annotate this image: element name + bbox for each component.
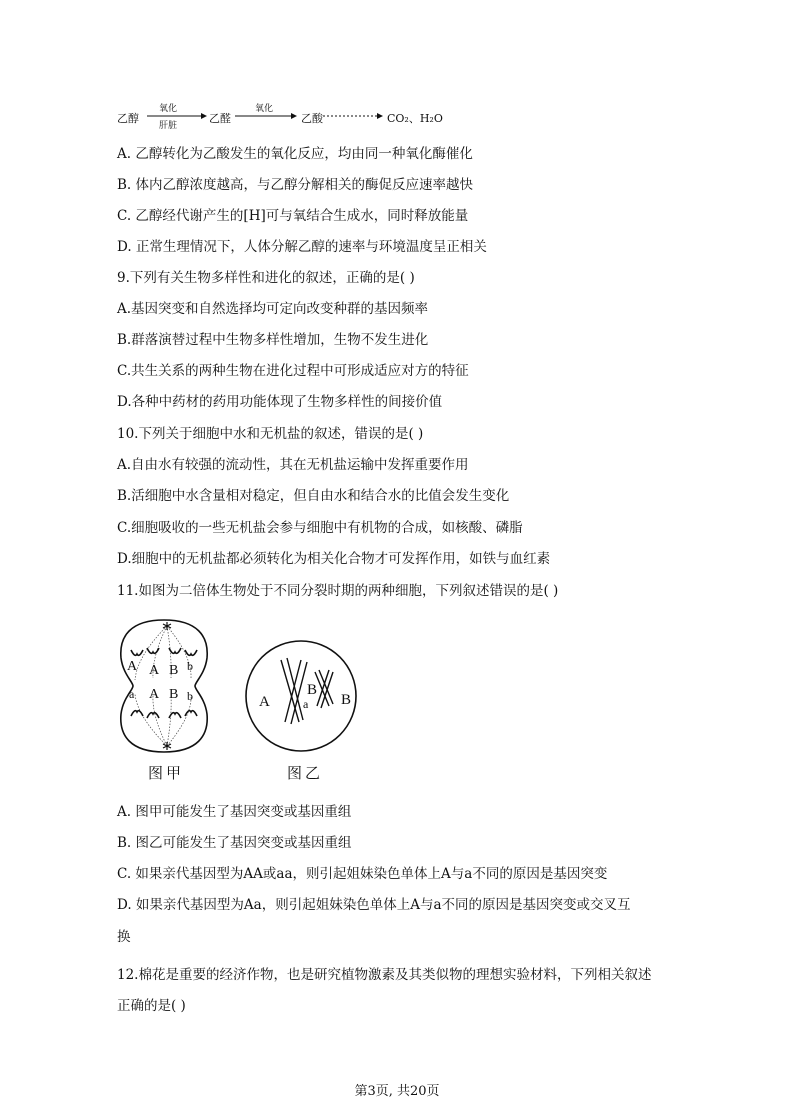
q9-stem: 9.下列有关生物多样性和进化的叙述，正确的是( )	[117, 270, 415, 286]
q10-stem: 10.下列关于细胞中水和无机盐的叙述，错误的是( )	[117, 426, 424, 442]
q11-option-a: A. 图甲可能发生了基因突变或基因重组	[117, 804, 352, 820]
label-b-top: b	[187, 659, 193, 673]
pathway-node-ethanol: 乙醇	[117, 112, 139, 125]
arrow1-icon	[147, 112, 207, 120]
q9-option-c: C.共生关系的两种生物在进化过程中可形成适应对方的特征	[117, 363, 469, 379]
pathway-node-acetic-acid: 乙酸	[301, 112, 323, 125]
label-A-top: A	[149, 663, 160, 678]
arrow2-icon	[235, 112, 297, 120]
caption-figure-jia: 图甲	[148, 764, 185, 782]
q12-stem-line2: 正确的是( )	[117, 998, 186, 1014]
q11-stem: 11.如图为二倍体生物处于不同分裂时期的两种细胞，下列叙述错误的是( )	[117, 583, 559, 599]
pathway-node-acetaldehyde: 乙醛	[209, 112, 231, 125]
q11-option-d-cont: 换	[117, 929, 131, 945]
q10-option-a: A.自由水有较强的流动性，其在无机盐运输中发挥重要作用	[117, 457, 469, 473]
pathway-end-products: CO₂、H₂O	[387, 112, 443, 125]
q10-option-d: D.细胞中的无机盐都必须转化为相关化合物才可发挥作用，如铁与血红素	[117, 551, 551, 567]
arrow2-label-top: 氧化	[255, 104, 274, 114]
q8-option-c: C. 乙醇经代谢产生的[H]可与氧结合生成水，同时释放能量	[117, 208, 469, 224]
label-B-yi-right: B	[341, 692, 352, 708]
q11-option-d: D. 如果亲代基因型为Aa，则引起姐妹染色单体上A与a不同的原因是基因突变或交叉互	[117, 897, 631, 913]
cell-figure-yi	[243, 638, 359, 754]
dotted-arrow-icon	[323, 112, 383, 120]
q8-option-b: B. 体内乙醇浓度越高，与乙醇分解相关的酶促反应速率越快	[117, 177, 474, 193]
q9-option-a: A.基因突变和自然选择均可定向改变种群的基因频率	[117, 301, 429, 317]
metabolic-pathway	[117, 104, 457, 131]
label-b-bottom: b	[187, 689, 193, 703]
q11-option-b: B. 图乙可能发生了基因突变或基因重组	[117, 835, 352, 851]
arrow1-label-top: 氧化	[159, 104, 178, 114]
label-B-top: B	[169, 663, 179, 678]
label-B-bottom: B	[169, 687, 179, 702]
page-footer: 第3页, 共20页	[354, 1084, 440, 1099]
arrow1-label-bottom: 肝脏	[159, 121, 178, 131]
q8-option-a: A. 乙醇转化为乙酸发生的氧化反应，均由同一种氧化酶催化	[117, 146, 473, 162]
label-a-yi: a	[303, 697, 309, 711]
label-a-bottom: a	[129, 687, 135, 701]
q10-option-c: C.细胞吸收的一些无机盐会参与细胞中有机物的合成，如核酸、磷脂	[117, 520, 523, 536]
label-A-top-left: A	[127, 659, 138, 674]
q9-option-b: B.群落演替过程中生物多样性增加，生物不发生进化	[117, 332, 429, 348]
q12-stem-line1: 12.棉花是重要的经济作物，也是研究植物激素及其类似物的理想实验材料，下列相关叙述	[117, 967, 652, 983]
q9-option-d: D.各种中药材的药用功能体现了生物多样性的间接价值	[117, 394, 443, 410]
label-A-bottom: A	[149, 687, 160, 702]
label-B-yi-left: B	[307, 682, 318, 698]
label-A-yi: A	[259, 694, 270, 710]
caption-figure-yi: 图乙	[287, 764, 324, 782]
q8-option-d: D. 正常生理情况下，人体分解乙醇的速率与环境温度呈正相关	[117, 239, 487, 255]
q11-option-c: C. 如果亲代基因型为AA或aa，则引起姐妹染色单体上A与a不同的原因是基因突变	[117, 866, 608, 882]
q10-option-b: B.活细胞中水含量相对稳定，但自由水和结合水的比值会发生变化	[117, 488, 510, 504]
cell-figure-jia	[117, 616, 212, 756]
